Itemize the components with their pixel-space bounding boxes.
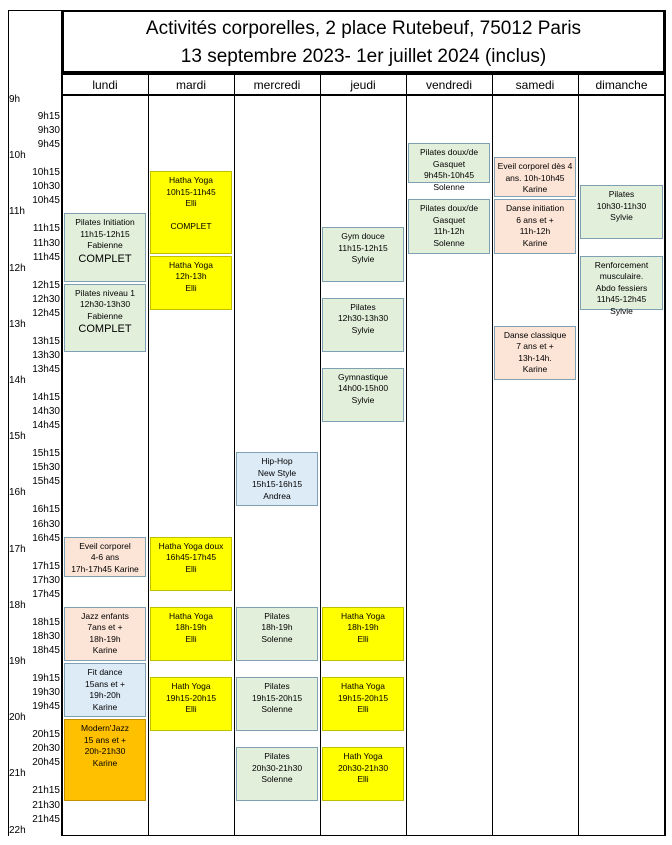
class-block[interactable]	[64, 213, 146, 281]
time-label-16h: 16h	[9, 487, 26, 499]
title-box	[62, 10, 665, 73]
class-text-line: 20h30-21h30	[337, 762, 389, 773]
time-label-17h30: 17h30	[32, 574, 60, 586]
class-text-line: Gasquet	[432, 214, 466, 225]
time-label-14h30: 14h30	[32, 406, 60, 418]
class-block[interactable]	[408, 143, 490, 192]
bottom-line	[62, 835, 666, 836]
class-block[interactable]	[494, 326, 576, 380]
class-text-line: Fit dance	[87, 667, 123, 677]
time-label-20h: 20h	[9, 712, 26, 724]
time-label-18h45: 18h45	[32, 644, 60, 656]
class-text-line: Andrea	[263, 490, 291, 501]
class-text-line	[151, 210, 231, 222]
time-label-10h45: 10h45	[32, 195, 60, 207]
time-label-14h45: 14h45	[32, 420, 60, 432]
class-text-line: ans. 10h-10h45	[505, 172, 565, 183]
class-text-line: Karine	[522, 237, 548, 248]
class-block[interactable]	[322, 368, 404, 422]
time-label-21h45: 21h45	[32, 813, 60, 825]
class-text-line: Sylvie	[610, 212, 633, 223]
class-block[interactable]	[150, 607, 232, 661]
class-text-line: 11h-12h	[519, 226, 551, 237]
class-text-line: Solenne	[433, 181, 465, 192]
class-text-line: Gymnastique	[337, 371, 389, 382]
class-text-line: Gym douce	[341, 231, 385, 242]
class-text-line: 20h-21h30	[84, 746, 126, 757]
time-label-21h15: 21h15	[32, 785, 60, 797]
time-label-16h15: 16h15	[32, 504, 60, 516]
time-label-10h15: 10h15	[32, 167, 60, 179]
class-text-line: Elli	[185, 633, 197, 644]
class-block[interactable]	[322, 607, 404, 661]
header-top-line	[62, 73, 666, 75]
class-text-line: Hath Yoga	[343, 751, 383, 762]
time-label-13h30: 13h30	[32, 349, 60, 361]
time-label-19h30: 19h30	[32, 687, 60, 699]
day-header-dimanche: dimanche	[595, 78, 648, 92]
complet-label: COMPLET	[78, 252, 132, 265]
day-header-lundi: lundi	[92, 78, 118, 92]
class-block[interactable]	[150, 171, 232, 253]
class-text-line: Elli	[185, 563, 197, 574]
class-text-line: Pilates niveau 1	[74, 287, 135, 298]
time-label-13h: 13h	[9, 318, 26, 330]
time-label-14h15: 14h15	[32, 392, 60, 404]
class-text-line: 12h30-13h30	[337, 313, 389, 324]
class-text-line: 12h-13h	[175, 271, 207, 282]
time-label-9h45: 9h45	[37, 139, 60, 151]
class-block[interactable]	[64, 719, 146, 801]
class-text-line: 11h45-12h45	[596, 294, 647, 305]
class-block[interactable]	[494, 199, 576, 253]
time-label-9h: 9h	[9, 94, 21, 105]
time-label-11h45: 11h45	[32, 251, 60, 263]
class-text-line: 15ans et +	[85, 678, 125, 689]
time-label-12h45: 12h45	[32, 307, 60, 319]
class-text-line: Gasquet	[432, 158, 466, 169]
class-text-line: Eveil corporel dès 4	[497, 161, 573, 172]
class-text-line: Fabienne	[87, 240, 123, 251]
top-frame-line	[8, 10, 62, 11]
class-text-line: 16h45-17h45	[165, 552, 217, 563]
title-address: Activités corporelles, 2 place Rutebeuf, 75012 Paris	[145, 18, 582, 39]
time-label-15h45: 15h45	[32, 476, 60, 488]
column-line-0	[61, 10, 63, 836]
class-text-line: 4-6 ans	[90, 552, 120, 563]
time-label-17h45: 17h45	[32, 588, 60, 600]
time-label-12h15: 12h15	[32, 279, 60, 291]
time-label-14h: 14h	[9, 375, 26, 386]
class-text-line: 11h15-12h15	[338, 242, 388, 253]
class-block[interactable]	[150, 537, 232, 591]
class-text-line: 19h15-20h15	[165, 692, 217, 703]
class-text-line: 7ans et +	[87, 622, 123, 633]
day-header-vendredi: vendredi	[425, 78, 473, 92]
class-text-line: Danse initiation	[505, 203, 565, 214]
time-label-12h: 12h	[9, 262, 26, 274]
column-line-3	[320, 73, 321, 836]
time-label-20h15: 20h15	[32, 729, 60, 741]
day-header-mercredi: mercredi	[253, 78, 301, 92]
class-block[interactable]	[236, 452, 318, 506]
class-text-line: Eveil corporel	[79, 540, 131, 551]
class-text-line: Solenne	[433, 237, 465, 248]
class-text-line: 7 ans et +	[516, 341, 554, 352]
class-text-line: Modern'Jazz	[81, 723, 129, 734]
day-header-samedi: samedi	[515, 78, 555, 92]
class-text-line: Elli	[185, 198, 197, 209]
time-label-19h: 19h	[9, 656, 26, 667]
time-label-16h30: 16h30	[32, 518, 60, 530]
class-text-line: 15 ans et +	[83, 734, 127, 745]
class-text-line: Hath Yoga	[171, 681, 211, 692]
class-text-line: 18h-19h	[89, 633, 121, 644]
class-text-line: Karine	[92, 645, 118, 656]
class-block[interactable]	[322, 747, 404, 801]
class-text-line: Elli	[357, 704, 369, 715]
time-label-17h15: 17h15	[32, 560, 60, 572]
time-label-11h15: 11h15	[32, 223, 60, 235]
class-text-line: Pilates	[264, 751, 290, 762]
class-block[interactable]	[408, 199, 490, 253]
class-text-line: 18h-19h	[175, 622, 207, 633]
class-text-line: Solenne	[261, 704, 293, 715]
class-text-line: 12h30-13h30	[79, 299, 131, 310]
class-text-line: 14h00-15h00	[337, 383, 389, 394]
class-text-line: Renforcement	[594, 259, 649, 270]
time-label-10h: 10h	[9, 150, 26, 162]
class-text-line: 20h30-21h30	[251, 762, 303, 773]
class-text-line: 9h45h-10h45	[423, 170, 475, 181]
header-bottom-line	[62, 94, 666, 96]
class-block[interactable]	[236, 607, 318, 661]
time-label-12h30: 12h30	[32, 293, 60, 305]
class-text-line: Hatha Yoga	[169, 610, 213, 621]
time-label-11h30: 11h30	[32, 237, 60, 249]
class-text-line: Karine	[92, 701, 118, 712]
class-text-line: Jazz enfants	[81, 610, 129, 621]
time-label-21h: 21h	[9, 768, 26, 780]
time-label-13h15: 13h15	[32, 335, 60, 347]
complet-label: COMPLET	[78, 323, 132, 336]
time-label-20h45: 20h45	[32, 757, 60, 769]
time-label-18h: 18h	[9, 599, 26, 611]
class-text-line: 10h15-11h45	[166, 186, 216, 197]
column-line-4	[406, 73, 407, 836]
class-text-line: 6 ans et +	[516, 214, 554, 225]
class-text-line: 10h30-11h30	[596, 200, 647, 211]
class-text-line: Danse classique	[503, 329, 567, 340]
time-label-15h30: 15h30	[32, 462, 60, 474]
column-line-6	[578, 73, 579, 836]
class-text-line: Solenne	[261, 633, 293, 644]
class-block[interactable]	[64, 663, 146, 717]
class-text-line: New Style	[257, 467, 297, 478]
class-text-line: Hatha Yoga doux	[158, 540, 224, 551]
column-line-1	[148, 73, 149, 836]
class-block[interactable]	[580, 185, 663, 239]
time-label-10h30: 10h30	[32, 181, 60, 193]
class-text-line: Karine	[522, 364, 548, 375]
class-text-line: 19h-20h	[89, 690, 121, 700]
class-block[interactable]	[64, 607, 146, 661]
day-header-jeudi: jeudi	[350, 78, 376, 92]
class-block[interactable]	[150, 256, 232, 310]
class-text-line: Hip-Hop	[261, 456, 293, 467]
class-text-line: Elli	[185, 282, 197, 293]
class-text-line: Pilates doux/de	[419, 147, 479, 158]
class-text-line: 15h15-16h15	[251, 479, 303, 490]
time-label-19h45: 19h45	[32, 701, 60, 713]
column-line-5	[492, 73, 493, 836]
time-label-21h30: 21h30	[32, 799, 60, 811]
class-text-line: Karine	[522, 184, 548, 195]
class-text-line: Hatha Yoga	[341, 681, 385, 692]
class-text-line: Sylvie	[351, 254, 375, 265]
class-text-line: 18h-19h	[347, 622, 379, 633]
class-block[interactable]	[322, 677, 404, 731]
class-text-line: Sylvie	[351, 394, 375, 405]
title-dates: 13 septembre 2023- 1er juillet 2024 (inclus)	[180, 46, 547, 67]
class-text-line: Solenne	[261, 774, 293, 785]
time-label-19h15: 19h15	[32, 673, 60, 685]
class-text-line: Hatha Yoga	[341, 610, 385, 621]
class-text-line: 17h-17h45 Karine	[71, 563, 139, 574]
time-label-11h: 11h	[9, 206, 25, 218]
class-block[interactable]	[150, 677, 232, 731]
class-text-line: Elli	[357, 774, 369, 785]
class-text-line: 18h-19h	[261, 622, 293, 633]
time-label-9h15: 9h15	[37, 111, 60, 123]
class-text-line: 11h-12h	[433, 226, 465, 237]
class-text-line: Pilates Initiation	[75, 217, 135, 228]
time-label-15h: 15h	[9, 431, 26, 443]
class-text-line: Sylvie	[351, 324, 375, 335]
time-label-15h15: 15h15	[32, 448, 60, 460]
class-text-line: Pilates	[264, 610, 290, 621]
class-block[interactable]	[322, 227, 404, 281]
class-text-line: Hatha Yoga	[169, 259, 213, 270]
class-text-line: 19h15-20h15	[337, 692, 389, 703]
class-text-line: Fabienne	[87, 310, 123, 321]
time-label-16h45: 16h45	[32, 532, 60, 544]
time-label-22h: 22h	[9, 824, 26, 836]
time-label-9h30: 9h30	[37, 125, 60, 137]
class-text-line: Sylvie	[610, 305, 633, 316]
class-text-line: Hatha Yoga	[169, 175, 213, 186]
time-label-18h30: 18h30	[32, 630, 60, 642]
class-text-line: 13h-14h.	[518, 352, 552, 363]
class-block[interactable]	[322, 298, 404, 352]
class-text-line: Elli	[357, 633, 369, 644]
class-block[interactable]	[580, 256, 663, 316]
class-block[interactable]	[236, 747, 318, 801]
class-text-line: Pilates doux/de	[419, 203, 479, 214]
class-block[interactable]	[64, 537, 146, 577]
class-block[interactable]	[236, 677, 318, 731]
class-text-line: Pilates	[350, 301, 376, 312]
column-line-2	[234, 73, 235, 836]
class-text-line: Karine	[92, 757, 118, 768]
time-label-17h: 17h	[9, 543, 26, 555]
class-text-line: Pilates	[264, 681, 290, 692]
class-text-line: musculaire.	[599, 271, 644, 282]
class-text-line: 19h15-20h15	[251, 692, 303, 703]
class-text-line: Pilates	[608, 189, 635, 200]
class-block[interactable]	[494, 157, 576, 197]
class-text-line: COMPLET	[170, 221, 212, 232]
class-text-line: 11h15-12h15	[80, 228, 130, 239]
time-label-13h45: 13h45	[32, 363, 60, 375]
time-label-18h15: 18h15	[32, 616, 60, 628]
class-block[interactable]	[64, 284, 146, 352]
class-text-line: Abdo fessiers	[595, 282, 648, 293]
time-label-20h30: 20h30	[32, 743, 60, 755]
day-header-mardi: mardi	[175, 78, 206, 92]
class-text-line: Elli	[185, 704, 197, 715]
column-line-7	[664, 10, 666, 836]
